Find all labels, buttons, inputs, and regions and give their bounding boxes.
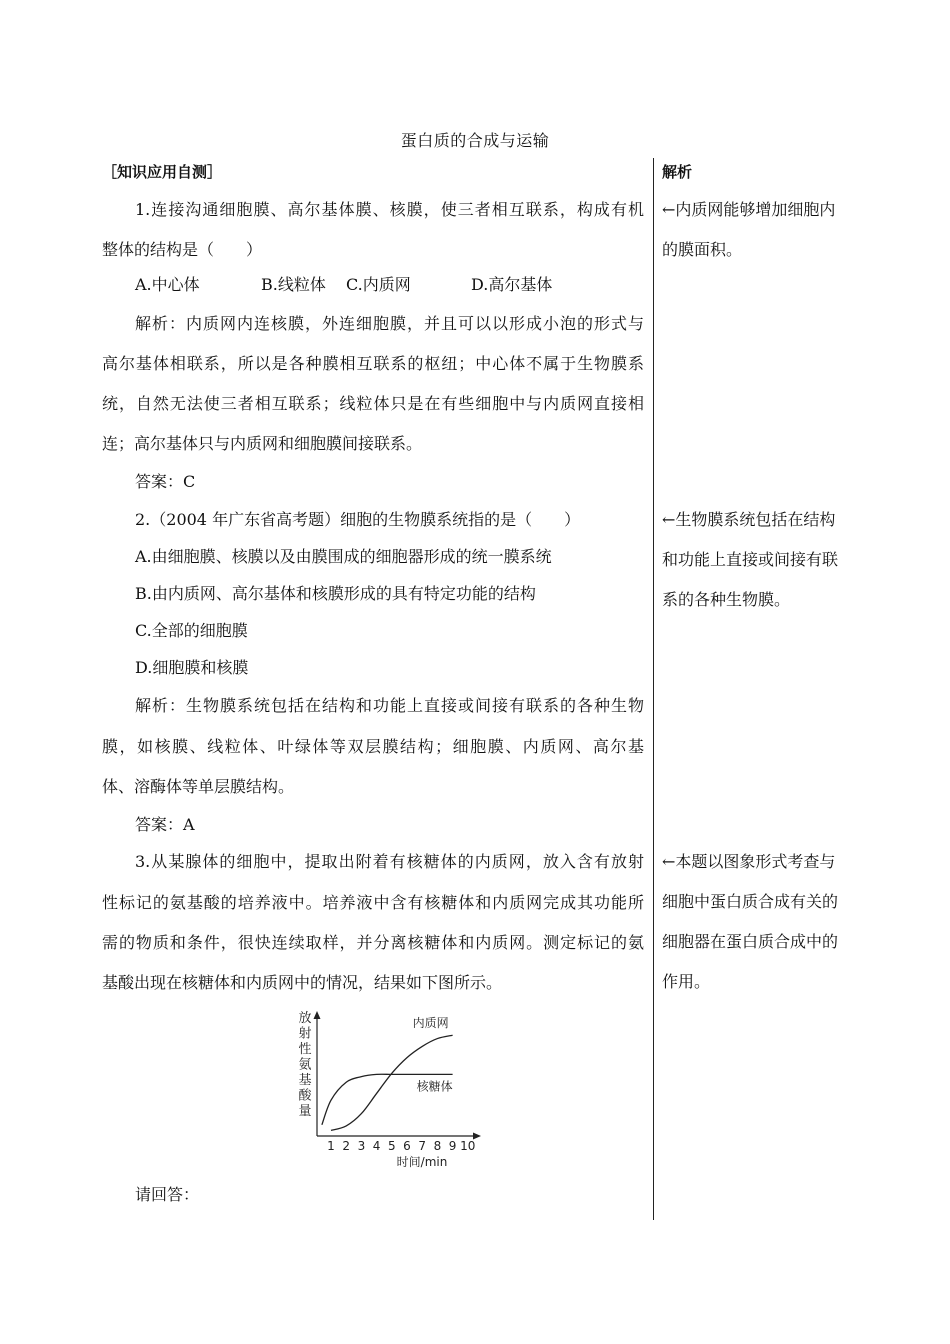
side-note-3-line-1: ←本题以图象形式考查与 xyxy=(662,852,836,871)
y-label-char: 基 xyxy=(298,1073,312,1088)
q2-option-b: B.由内质网、高尔基体和核膜形成的具有特定功能的结构 xyxy=(135,584,536,603)
q2-explanation-line-2: 膜，如核膜、线粒体、叶绿体等双层膜结构；细胞膜、内质网、高尔基 xyxy=(102,737,644,756)
q1-answer: 答案：C xyxy=(135,472,196,491)
y-axis-label xyxy=(298,1011,312,1119)
q3-stem-line-1: 3.从某腺体的细胞中，提取出附着有核糖体的内质网，放入含有放射 xyxy=(135,852,644,871)
side-note-2-line-2: 和功能上直接或间接有联 xyxy=(662,550,839,569)
x-axis-label: 时间/min xyxy=(396,1155,448,1169)
series-label-2: 核糖体 xyxy=(416,1079,453,1094)
q1-options xyxy=(102,275,644,295)
q1-explanation-line-1: 解析：内质网内连核膜，外连细胞膜，并且可以以形成小泡的形式与 xyxy=(135,314,644,333)
x-tick-label: 1 xyxy=(327,1139,335,1153)
side-note-3-line-4: 作用。 xyxy=(662,972,711,991)
q1-option-a: A.中心体 xyxy=(135,275,200,294)
q1-option-d: D.高尔基体 xyxy=(471,275,553,294)
q1-stem-line-2: 整体的结构是（ ） xyxy=(102,240,263,259)
q2-explanation-line-1: 解析：生物膜系统包括在结构和功能上直接或间接有联系的各种生物 xyxy=(135,696,644,715)
q1-option-c: C.内质网 xyxy=(346,275,411,294)
x-tick-label: 5 xyxy=(387,1139,396,1153)
column-divider xyxy=(653,158,654,1220)
q1-stem-line-1: 1.连接沟通细胞膜、高尔基体膜、核膜，使三者相互联系，构成有机 xyxy=(135,200,644,219)
page-title: 蛋白质的合成与运输 xyxy=(400,131,550,150)
side-note-3-line-3: 细胞器在蛋白质合成中的 xyxy=(662,932,839,951)
y-label-char: 酸 xyxy=(298,1088,312,1104)
side-note-2-line-1: ←生物膜系统包括在结构 xyxy=(662,510,836,529)
q1-explanation-line-2: 高尔基体相联系，所以是各种膜相互联系的枢纽；中心体不属于生物膜系 xyxy=(102,354,644,373)
q3-prompt: 请回答： xyxy=(135,1185,200,1204)
x-tick-label: 2 xyxy=(342,1139,351,1153)
x-tick-label: 4 xyxy=(372,1139,381,1153)
x-tick-label: 6 xyxy=(403,1139,411,1153)
section-heading: ［知识应用自测］ xyxy=(102,163,223,181)
side-note-1-line-2: 的膜面积。 xyxy=(662,240,743,259)
q2-stem: 2.（2004 年广东省高考题）细胞的生物膜系统指的是（ ） xyxy=(135,510,581,529)
q3-stem-line-2: 性标记的氨基酸的培养液中。培养液中含有核糖体和内质网完成其功能所 xyxy=(102,893,644,912)
x-tick-label: 3 xyxy=(357,1139,366,1153)
amino-acid-chart xyxy=(288,1008,488,1172)
side-note-1-line-1: ←内质网能够增加细胞内 xyxy=(662,200,836,219)
q1-explanation-line-4: 连；高尔基体只与内质网和细胞膜间接联系。 xyxy=(102,434,423,453)
y-label-char: 性 xyxy=(298,1042,312,1057)
x-tick-label: 10 xyxy=(460,1139,476,1153)
q1-explanation-line-3: 统，自然无法使三者相互联系；线粒体只是在有些细胞中与内质网直接相 xyxy=(102,394,644,413)
x-tick-label: 9 xyxy=(448,1139,457,1153)
q3-stem-line-3: 需的物质和条件，很快连续取样，并分离核糖体和内质网。测定标记的氨 xyxy=(102,933,644,952)
side-note-2-line-3: 系的各种生物膜。 xyxy=(662,590,791,609)
x-tick-label: 8 xyxy=(433,1139,442,1153)
y-axis-arrow xyxy=(314,1011,321,1019)
q2-option-d: D.细胞膜和核膜 xyxy=(135,658,249,677)
series-label-1: 内质网 xyxy=(412,1016,449,1031)
y-label-char: 量 xyxy=(298,1104,312,1119)
q2-explanation-line-3: 体、溶酶体等单层膜结构。 xyxy=(102,777,295,796)
q2-option-c: C.全部的细胞膜 xyxy=(135,621,248,640)
side-note-3-line-2: 细胞中蛋白质合成有关的 xyxy=(662,892,839,911)
q2-option-a: A.由细胞膜、核膜以及由膜围成的细胞器形成的统一膜系统 xyxy=(135,547,552,566)
side-heading: 解析 xyxy=(662,163,693,181)
q3-stem-line-4: 基酸出现在核糖体和内质网中的情况，结果如下图所示。 xyxy=(102,973,503,992)
q2-answer: 答案：A xyxy=(135,815,195,834)
y-label-char: 氨 xyxy=(298,1057,312,1073)
y-label-char: 放 xyxy=(298,1011,312,1026)
y-label-char: 射 xyxy=(298,1026,312,1042)
x-tick-label: 7 xyxy=(418,1139,427,1153)
q1-option-b: B.线粒体 xyxy=(261,275,326,294)
